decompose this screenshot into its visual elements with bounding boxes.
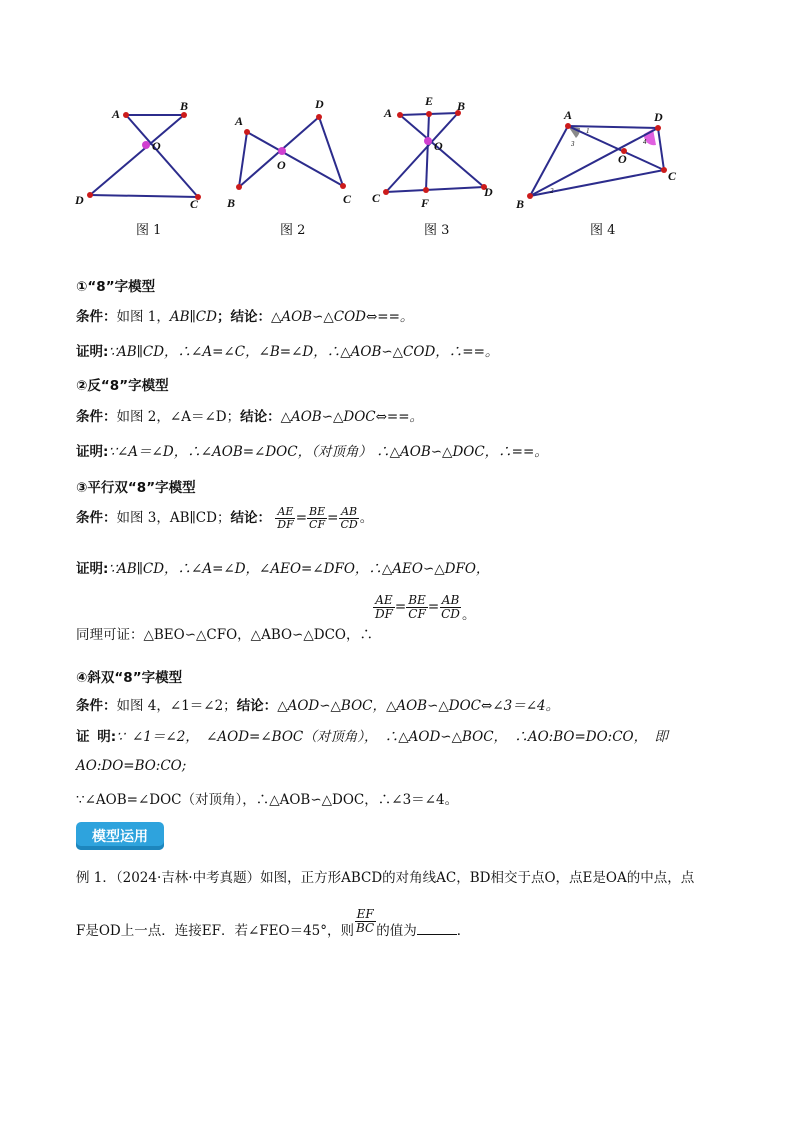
section1-cond-math: AB∥CD bbox=[169, 309, 217, 325]
fig1-label-b: B bbox=[180, 99, 189, 113]
example-line1: 例 1．（2024·吉林·中考真题）如图，正方形ABCD的对角线AC，BD相交于点O，点E是OA的中点，点 bbox=[76, 870, 695, 886]
fig2-label-o: O bbox=[277, 158, 286, 172]
figure-1 bbox=[70, 90, 210, 219]
section3-fraction-ab-cd-2 bbox=[439, 594, 462, 621]
section3-fraction-ab-cd bbox=[338, 506, 359, 531]
frac-num: EF bbox=[356, 907, 374, 921]
section4-concl-label: 结论： bbox=[236, 698, 278, 714]
section1-concl-math: △AOB∽△COD⇔==。 bbox=[270, 309, 414, 325]
section1-cond-text: 如图 1， bbox=[116, 309, 170, 325]
frac-num: AE bbox=[375, 593, 393, 607]
fig4-label-o: O bbox=[618, 152, 627, 166]
figure-4-caption: 图 4 bbox=[590, 223, 616, 238]
section1-proof-text: ∵AB∥CD，∴∠A=∠C，∠B=∠D，∴△AOB∽△COD，∴==。 bbox=[108, 344, 499, 360]
section4-heading: ④斜双“8”字模型 bbox=[76, 670, 183, 686]
frac-den: CF bbox=[408, 607, 426, 622]
figure-2-diagram bbox=[225, 90, 365, 215]
example-line2 bbox=[76, 907, 471, 940]
section3-cond-text: 如图 3，AB∥CD； bbox=[116, 510, 231, 527]
fig2-label-c: C bbox=[343, 192, 352, 206]
section1-cond-label: 条件： bbox=[76, 309, 117, 325]
section1-proof bbox=[76, 340, 498, 360]
fig1-label-o: O bbox=[152, 139, 161, 153]
section4-proof-line2: AO:DO=BO:CO; bbox=[76, 758, 187, 774]
answer-blank[interactable] bbox=[417, 934, 457, 935]
frac-den: CD bbox=[441, 607, 460, 622]
section2-concl-math: △AOB∽△DOC⇔==。 bbox=[280, 409, 424, 425]
fig4-label-2: 2 bbox=[550, 187, 554, 195]
section2-concl-label: 结论： bbox=[240, 409, 281, 425]
section3-proof-text: ∵AB∥CD，∴∠A=∠D，∠AEO=∠DFO，∴△AEO∽△DFO， bbox=[108, 561, 490, 577]
section3-same: 同理可证：△BEO∽△CFO，△ABO∽△DCO，∴ $\frac{AE}{DF}$ = $\frac{BE}{CF}$ = $\frac{AB}{CD}$ 。 bbox=[76, 593, 476, 644]
section3-same-text: 同理可证：△BEO∽△CFO，△ABO∽△DCO，∴ bbox=[76, 627, 373, 644]
example-line2-end: ． bbox=[456, 923, 471, 940]
fig3-label-c: C bbox=[372, 191, 381, 205]
fig2-label-a: A bbox=[235, 114, 244, 128]
section3-fraction-be-cf bbox=[307, 506, 327, 531]
fig3-label-d: D bbox=[484, 185, 493, 199]
section2-proof bbox=[76, 440, 548, 460]
model-usage-badge: 模型运用 bbox=[76, 822, 164, 850]
section1-proof-label: 证明: bbox=[76, 344, 109, 360]
fig4-label-c: C bbox=[668, 169, 677, 183]
fig2-label-d: D bbox=[315, 97, 324, 111]
frac-den: DF bbox=[277, 518, 294, 532]
frac-den: CD bbox=[340, 518, 358, 532]
figure-3-diagram bbox=[368, 90, 508, 215]
frac-den: CF bbox=[309, 518, 326, 532]
figure-3-caption: 图 3 bbox=[424, 223, 450, 238]
section2-condition bbox=[76, 405, 423, 425]
section4-proof-text: ∵ ∠1＝∠2， ∠AOD=∠BOC（对顶角）， ∴△AOD∽△BOC， ∴AO:BO=DO:CO， 即 bbox=[116, 729, 668, 745]
fig4-label-4: 4 bbox=[643, 138, 647, 146]
fig3-label-f: F bbox=[421, 196, 430, 210]
fig3-label-a: A bbox=[384, 106, 393, 120]
frac-den: DF bbox=[374, 607, 393, 622]
section4-proof-line3: ∵∠AOB=∠DOC（对顶角），∴△AOB∽△DOC，∴∠3＝∠4。 bbox=[76, 792, 459, 808]
section3-fraction-ae-df-2 bbox=[373, 594, 395, 621]
section3-proof bbox=[76, 557, 489, 577]
frac-den: BC bbox=[356, 921, 375, 936]
figure-4-diagram bbox=[510, 90, 680, 215]
section1-concl-label: ；结论： bbox=[216, 309, 271, 325]
frac-num: AB bbox=[341, 505, 358, 518]
section3-concl-label: 结论： bbox=[230, 510, 271, 527]
fig1-label-c: C bbox=[190, 197, 199, 211]
section3-heading: ③平行双“8”字模型 bbox=[76, 480, 196, 496]
frac-num: AB bbox=[441, 593, 460, 607]
fig4-label-d: D bbox=[654, 110, 663, 124]
section3-fraction-be-cf-2 bbox=[406, 594, 428, 621]
fig3-label-e: E bbox=[425, 94, 434, 108]
example-line2-b: 的值为 bbox=[376, 923, 417, 940]
fig3-label-b: B bbox=[457, 99, 466, 113]
fig4-label-a: A bbox=[564, 108, 573, 122]
section2-proof-label: 证明: bbox=[76, 444, 109, 460]
figure-3 bbox=[368, 90, 508, 219]
frac-num: BE bbox=[408, 593, 426, 607]
section3-concl-end: 。 bbox=[359, 510, 374, 527]
section2-heading: ②反“8”字模型 bbox=[76, 378, 169, 394]
section2-cond-label: 条件： bbox=[76, 409, 117, 425]
example-line2-a: F是OD上一点．连接EF．若∠FEO＝45°，则 bbox=[76, 923, 355, 940]
figure-1-caption: 图 1 bbox=[136, 223, 162, 238]
section2-proof-text: ∵∠A＝∠D，∴∠AOB=∠DOC，（对顶角） ∴△AOB∽△DOC，∴==。 bbox=[108, 444, 548, 460]
section3-proof-label: 证明: bbox=[76, 561, 109, 577]
fig2-label-b: B bbox=[227, 196, 236, 210]
figure-4 bbox=[510, 90, 680, 219]
section4-proof bbox=[76, 725, 668, 745]
section3-condition: 条件：如图 3，AB∥CD；结论： $\frac{AE}{DF}$ = $\frac{BE}{CF}$ = $\frac{AB}{CD}$ 。 bbox=[76, 505, 374, 532]
section3-same-end: 。 bbox=[461, 607, 476, 624]
section4-cond-text: 如图 4，∠1＝∠2； bbox=[116, 698, 237, 714]
figure-2 bbox=[225, 90, 365, 219]
fig4-label-b: B bbox=[516, 197, 525, 211]
section4-concl-math: △AOD∽△BOC，△AOB∽△DOC⇔∠3＝∠4。 bbox=[277, 698, 560, 714]
fig3-label-o: O bbox=[434, 139, 443, 153]
section3-fraction-ae-df bbox=[275, 506, 295, 531]
section4-condition bbox=[76, 694, 559, 714]
section1-condition bbox=[76, 305, 413, 325]
section1-heading: ①“8”字模型 bbox=[76, 279, 156, 295]
figure-2-caption: 图 2 bbox=[280, 223, 306, 238]
section2-cond-text: 如图 2，∠A＝∠D； bbox=[116, 409, 241, 425]
fig4-label-1: 1 bbox=[586, 127, 590, 135]
section4-cond-label: 条件： bbox=[76, 698, 117, 714]
frac-num: AE bbox=[277, 505, 294, 518]
fig1-label-d: D bbox=[75, 193, 84, 207]
fig1-label-a: A bbox=[112, 107, 121, 121]
example-fraction-ef-bc bbox=[354, 908, 376, 935]
frac-num: BE bbox=[309, 505, 326, 518]
fig4-label-3: 3 bbox=[571, 140, 575, 148]
figure-1-diagram bbox=[70, 90, 210, 215]
section4-proof-label: 证 明: bbox=[76, 729, 117, 745]
section3-cond-label: 条件： bbox=[76, 510, 117, 527]
